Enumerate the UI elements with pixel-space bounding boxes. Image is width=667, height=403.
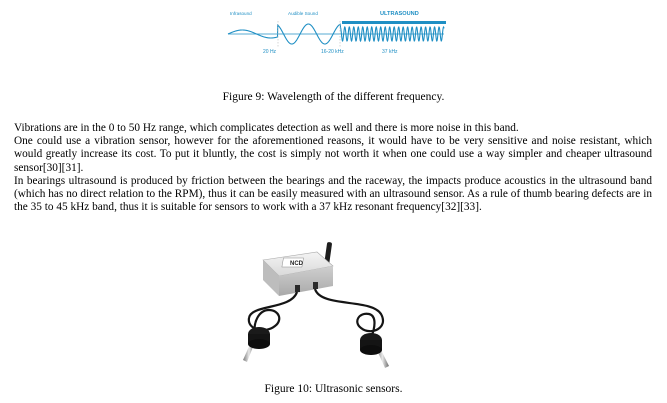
frequency-spectrum-figure: [222, 4, 446, 62]
paragraph: One could use a vibration sensor, however for the aforementioned reasons, it would have to be very sensitive and noise resistant, which would greatly increase its cost. To put it bluntly, the cost is simply not worth it when one could use a way simpler and cheaper ultrasound sensor[30][31].: [14, 135, 652, 174]
figure9-caption: Figure 9: Wavelength of the different frequency.: [222, 91, 445, 103]
cable-gland-right: [313, 282, 318, 289]
ultrasonic-sensors-figure: [221, 238, 439, 374]
tick-16-20khz: 16-20 kHz: [321, 49, 344, 55]
ultrasonic-sensors-photo: [221, 238, 439, 374]
ultrasound-band-bar: [342, 21, 446, 24]
figure10-caption: Figure 10: Ultrasonic sensors.: [264, 383, 403, 395]
tick-37khz: 37 kHz: [382, 49, 398, 55]
probe-left-base: [248, 339, 270, 349]
frequency-spectrum-graphic: [222, 4, 446, 62]
cable-gland-left: [295, 285, 300, 292]
ultrasound-label: ULTRASOUND: [380, 11, 419, 17]
body-text: [14, 122, 652, 214]
tick-20hz: 20 Hz: [263, 49, 277, 55]
device-logo: NCD: [290, 261, 303, 267]
audible-sound-label: Audible Sound: [288, 11, 318, 16]
sensor-cable-right: [315, 289, 383, 338]
infrasound-label: Infrasound: [230, 11, 252, 16]
paragraph: In bearings ultrasound is produced by friction between the bearings and the raceway, the impacts produce acoustics in the ultrasound band (which has no direct relation to the RPM), thus it can be easily measured with an ultrasound sensor. As a rule of thumb bearing defects are in the 35 to 45 kHz band, thus it is suitable for sensors to work with a 37 kHz resonant frequency[32][33].: [14, 174, 652, 214]
paragraph: Vibrations are in the 0 to 50 Hz range, which complicates detection as well and there is more noise in this band.: [14, 122, 519, 134]
probe-right-base: [360, 345, 382, 355]
